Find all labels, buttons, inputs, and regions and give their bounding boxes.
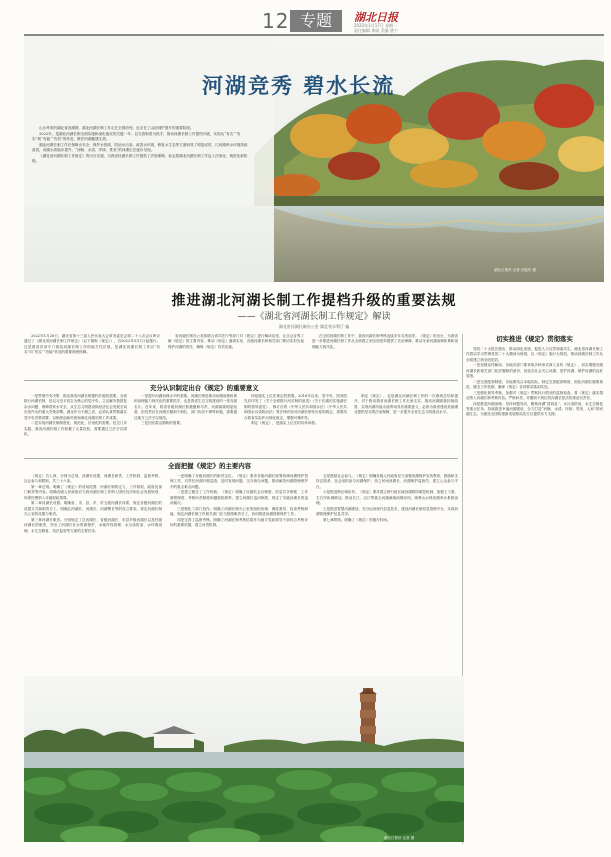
article-byline: 湖北省河湖长制办公室 湖北省水利厅 编	[278, 324, 350, 329]
intro-column-3	[312, 334, 458, 384]
masthead	[24, 6, 604, 36]
body-paragraph: 省河湖长制办公室将联合省司法厅等部门对《规定》进行解读宣传，让社会各界了解《规定》的主要内容，推动《规定》落到实处，各级河湖长和相关部门要切实担负起保护河湖的责任，确保《规定》有效实施。	[168, 334, 304, 349]
body-paragraph: 三是强化督导考核。加强对《规定》贯彻执行情况的监督检查，将《规定》落实情况纳入河湖长制考核内容。严格问责，对履职不到位的河湖长依法依规追究责任。	[466, 390, 603, 401]
hero-title: 河湖竞秀 碧水长流	[202, 74, 396, 98]
body-paragraph: 制定《规定》，是落实上位法的具体举措。	[251, 421, 319, 426]
body-paragraph: 第二章河湖长设置。明确省、市、县、乡、村五级河湖长体系，规定各级河湖长的设置方式和职责分工，明确总河湖长、河湖长、河湖警长等的设立要求。规定河湖长制办公室的设置与职责。	[24, 501, 162, 517]
section-1-column-3	[244, 394, 347, 454]
section-2-column-2	[170, 474, 308, 672]
body-paragraph: 2022年1月28日，湖北省第十三届人民代表大会常务委员会第二十八次会议审议通过了《湖北省河湖长制工作规定》（以下简称《规定》），自2022年3月1日起施行。这是我省首部专门规范河湖长制工作的地方性法规，是湖北河湖长制工作由“有名”向“有实”“有能”转变的重要制度保障。	[24, 334, 160, 355]
body-paragraph: 一是贯彻中央决策、推动我省河湖长制提档升级的需要。全面推行河湖长制，是以习近平同志为核心的党中央，立足解决我国复杂水问题、保障国家水安全，从生态文明建设和经济社会发展全局出发作出的重大决策部署。湖北作为千湖之省，必须认真贯彻落实党中央决策部署，以制度创新巩固和深化河湖长制工作成果。	[24, 394, 127, 420]
body-paragraph: 党的二十大报告提出，推动绿色发展，促进人与自然和谐共生。湖北省河湖长制工作将以学习贯彻党的二十大精神为统领，以《规定》施行为契机，推动河湖长制工作从全面建立到全面见效。	[466, 347, 603, 362]
article-headline: 推进湖北河湖长制工作提档升级的重要法规	[171, 293, 457, 309]
section-2-column-3	[316, 474, 458, 672]
body-paragraph: 二是实现河湖长制制度化、规范化、法治化的需要。经过几年实践，我省河湖长制工作积累了大量经验，需要通过立法予以固化。	[24, 421, 127, 437]
section-1-column-4	[354, 394, 458, 454]
hero-banner	[24, 36, 604, 282]
intro-paragraph: 湖北河湖长制工作在保障水安全、保护水资源、防治水污染、改善水环境、修复水生态等方面取得了明显成效，江河湖库水环境持续改善，河湖水质稳步提升，“河畅、水清、岸绿、景美”的河湖正在逐步呈现。	[32, 142, 248, 152]
body-paragraph: 五是鼓励社会参与。《规定》明确各级人民政府应当加强河湖保护宣传教育，鼓励和支持志愿者、社会组织参与河湖保护。设立民间河湖长、河湖保护监督员，建立公众参与平台。	[316, 474, 458, 489]
intro-paragraph: 《湖北省河湖长制工作规定》的出台实施，为我省河湖长制工作提供了法规保障，标志着湖北河湖长制工作迈入法治化、规范化新阶段。	[32, 153, 248, 163]
section-2-title: 全面把握《规定》的主要内容	[168, 462, 252, 470]
body-paragraph: 二是完善配套制度。各地要结合本地实际，制定完善配套制度，细化河湖长履职规范，健全工作机制，确保《规定》各项要求落到实处。	[466, 379, 603, 390]
section-1-title: 充分认识制定出台《规定》的重要意义	[150, 384, 259, 392]
lotus-pond-image	[24, 676, 464, 842]
intro-paragraph: 2022年，是湖北河湖长制全面实施和深化落实的关键一年，以完善制度为抓手，推动河湖长制工作提档升级，实现从“有名”“有实”到“有能”“有效”的转变，维护河湖健康生命。	[32, 131, 241, 141]
body-paragraph: 一是明确了各级河湖长的职责定位。《规定》要求各级河湖长统筹协调河湖保护管理工作，对责任河湖开展巡查，及时发现问题、交办督办问题，推动解决河湖管理保护中的重点难点问题。	[170, 474, 308, 489]
body-paragraph: 二是建立健全了工作机制。《规定》明确了河湖长会议制度、信息共享制度、工作督察制度、考核问责制度和激励机制等。建立河湖长巡河制度，规定了各级河湖长的巡河频次。	[170, 490, 308, 506]
body-paragraph: 在全国河湖长制工作中，我省河湖长制考核连续多年名列前茅。《规定》的出台，为我省进一步推进河湖长制工作从全面建立到全面见效提供了法治保障，推动全省河湖治理体系和治理能力现代化。	[312, 334, 458, 349]
body-paragraph: 四是推进河湖治理。坚持问题导向，聚焦河湖“清四乱”、水污染防治、水生态修复等重点任务，持续推进幸福河湖建设，全力打造“河畅、水清、岸绿、景美、人和”的河湖生态，为建设全国构建新发展格局先行区提供有力支撑。	[466, 401, 603, 417]
hero-photo-credit: 湖北日报讯 记者 苏振东 摄	[494, 268, 536, 272]
section-divider	[24, 380, 458, 381]
body-paragraph: 第一章总则。明确了《规定》的适用范围、河湖长制的定义、工作原则、政府及部门职责等内容。明确各级人民政府应当将河湖长制工作纳入国民经济和社会发展规划，所需经费纳入本级财政预算。	[24, 484, 162, 500]
body-paragraph: 一是加强宣传解读。各地各部门要采取多种形式深入宣传《规定》，切实增强各级河湖长和相关部门依法履职的意识，营造全社会关心河湖、爱护河湖、保护河湖的良好氛围。	[466, 363, 603, 379]
body-paragraph: 第七章附则。明确了《规定》的施行时间。	[323, 517, 391, 522]
body-paragraph: 三是强化了部门协作。明确了河湖长制办公室的组织协调、调度督导、检查考核职能，规定河湖长制工作相关部门应当按照职责分工，协同推进河湖管理保护工作。	[170, 506, 308, 517]
body-paragraph: 三是回应群众期盼的需要。	[141, 421, 184, 426]
body-paragraph: 四是完善了监督考核。明确了河湖长制考核结果作为地方党政领导干部综合考核评价的重要依据，建立问责机制。	[170, 517, 308, 528]
section-divider	[24, 458, 458, 459]
section-2-column-1	[24, 474, 162, 672]
body-paragraph: 七是推进智慧河湖建设。充分运用现代信息技术，建设河湖长制信息管理平台，实现河湖管理保护信息共享。	[316, 506, 458, 517]
body-paragraph: 制定《规定》，也是湖北河湖长制工作的一次系统总结和提升，对于推动我省河湖长制工作走深走实、推动河湖面貌持续改善、实现河湖功能永续利用具有重要意义，必将为我省建设美丽湖北提供坚实的法治保障，进一步提升全省生态文明建设水平。	[354, 394, 458, 415]
hero-intro	[32, 126, 250, 164]
intro-column-2	[168, 334, 304, 384]
bottom-photo-credit: 湖北日报讯 记者 摄	[384, 836, 415, 840]
section-label: 专题	[290, 10, 342, 32]
issue-info	[354, 23, 398, 33]
pagoda-icon	[359, 688, 377, 748]
body-paragraph: 一是提升河湖治理水平的需要。河湖长制是推动河湖治理体系和治理能力现代化的重要抓手，也是我省生态文明建设的一张亮丽名片。近年来，我省各级河湖长积极履职尽责，河湖面貌明显改善，但仍然存在河湖长履职不到位、部门协同不够等问题，需要通过地方立法予以规范。	[134, 394, 237, 420]
body-paragraph: 《规定》共七章，分别为总则、河湖长设置、河湖长职责、工作机制、监督考核、社会参与和附则，共三十六条。	[24, 474, 162, 484]
page-number: 12	[262, 9, 290, 33]
sidebar-column	[466, 334, 603, 847]
article-subheadline: ——《湖北省河湖长制工作规定》解读	[237, 312, 391, 322]
body-paragraph: 第三章河湖长职责。分别规定了总河湖长、省级河湖长、市县乡级河湖长以及村级河湖长的职责，突出了河湖长在水资源保护、水域岸线管理、水污染防治、水环境治理、水生态修复、执法监管等方面的主要任务。	[24, 517, 162, 533]
sidebar-title: 切实推进《规定》贯彻落实	[496, 335, 573, 343]
section-1-column-1	[24, 394, 127, 454]
sidebar-text	[466, 347, 603, 847]
intro-column-1	[24, 334, 160, 384]
issue-date: 2022年1月17日 星期一	[354, 23, 398, 28]
paper-name: 湖北日报	[354, 11, 398, 24]
body-paragraph: 六是推进跨区域协作。《规定》要求建立跨行政区域河湖联防联控机制，加强上下游、左右岸协调联动。推动长江、汉江等重点河湖流域治理协同，统筹山水林田湖草沙系统治理。	[316, 490, 458, 506]
bottom-photo	[24, 676, 464, 842]
body-paragraph: 四是落实上位法规定的需要。2016年以来，党中央、国务院先后印发了《关于全面推行河长制的意见》《关于在湖泊实施湖长制的指导意见》，修订后的《中华人民共和国水法》《中华人民共和国水污染防治法》等法律法规对河湖长制作出原则规定，需要结合我省实际作出细化规定，增强可操作性。	[244, 394, 347, 420]
intro-paragraph: 山水秀美的湖北省河湖网，湖北河湖长制工作走在全国前列，也走在了由治到护提升的重要阶段。	[39, 126, 194, 130]
issue-editors: 责任编辑 龚勋 美编 唐宁	[354, 28, 398, 33]
section-1-column-2	[134, 394, 237, 454]
